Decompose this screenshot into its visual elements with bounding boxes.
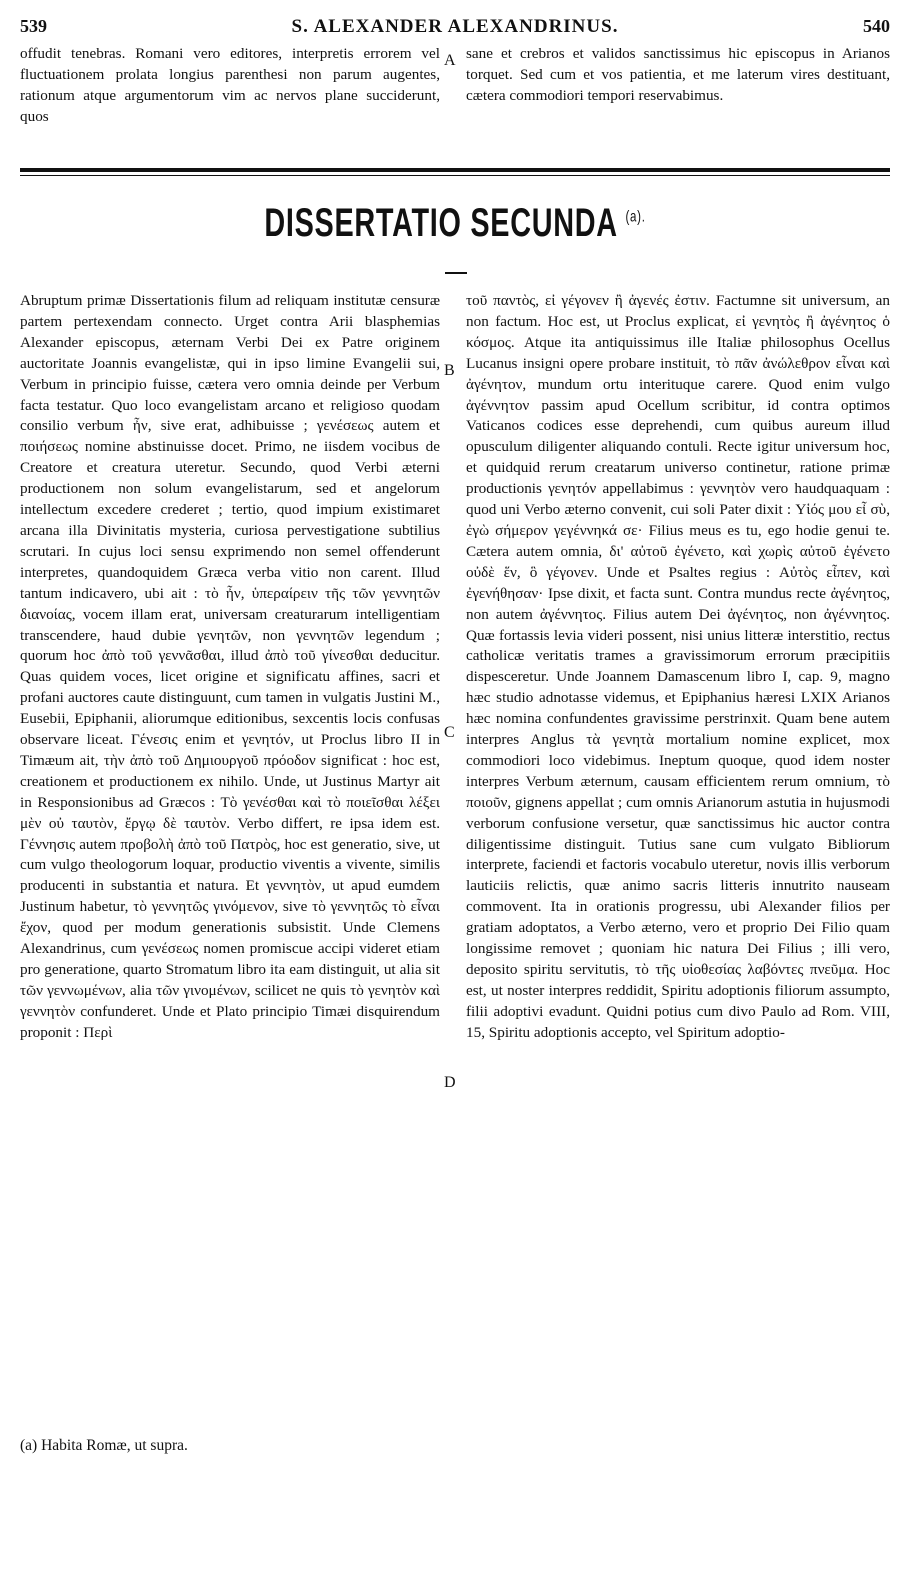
top-left-text: offudit tenebras. Romani vero editores, interpretis errorem vel fluctuationem prolata longius parenthesi non parum augentes, rationum atque argumentorum vim ac nervos plane succiderunt, quos [20,45,440,125]
title-text: DISSERTATIO SECUNDA [264,201,617,245]
top-right-text: sane et crebros et validos sanctissimus hic episcopus in Arianos torquet. Sed cum et vos patientia, et me laterum vires destituant, cætera commodiori tempori reservabimus. [466,45,890,104]
dissertation-title [127,201,782,246]
margin-letter-d: D [444,1074,456,1091]
left-column [20,291,440,1044]
running-header [20,12,890,42]
margin-letter-b: B [444,362,455,379]
margin-letter-a: A [444,52,456,69]
top-right-column [466,44,890,107]
section-rule-thin [20,175,890,176]
margin-letter-c: C [444,724,455,741]
page-number-left: 539 [20,16,47,36]
right-column [466,291,890,1044]
title-footnote-marker: (a). [625,208,646,226]
right-column-text: τοῦ παντὸς, εἰ γέγονεν ἢ ἀγενές ἐστιν. Factumne sit universum, an non factum. Hoc est, ut Proclus explicat, εἰ γενητὸς ἢ ἀγένητος ὁ κόσμος. Atque ita antiquissimus ille Italiæ philosophus Ocellus Lucanus insigni opere probare instituit, τὸ πᾶν ἀνώλεθρον εἶναι καὶ ἀγένητον, mundum ortu interituque carere. Quod enim vulgo ἀγέννητον passim apud Ocellum scribitur, id contra optimos Vaticanos codices esse deprehendi, cum quibus aureum illud opusculum diligenter aliquando contuli. Recte igitur universum hoc, et quidquid rerum creatarum universo continetur, ratione primæ productionis γενητόν appellabimus : γεννητὸν vero haudquaquam : quod uni Verbo æterno convenit, cui soli Pater dixit : Υἱός μου εἶ σὺ, ἐγὼ σήμερον γεγέννηκά σε· Filius meus es tu, ego hodie genui te. Cætera autem omnia, δι' αὐτοῦ ἐγένετο, καὶ χωρὶς αὐτοῦ ἐγένετο οὐδὲ ἕν, ὃ γέγονεν. Unde et Psaltes regius : Αὐτὸς εἶπεν, καὶ ἐγενήθησαν· Ipse dixit, et facta sunt. Contra mundus recte ἀγένητος, non autem ἀγέννητος. Filius autem Dei ἀγένητος, non ἀγέννητος. Quæ fortassis levia videri possent, nisi unius litteræ interstitio, rectus catholicæ veritatis trames a gravissimorum errorum præcipitiis dispesceretur. Unde Joannem Damascenum libro I, cap. 9, magno hæc studio adnotasse videmus, et Epiphanius hæresi LXIX Arianos hæc nomina confundentes gravissime perstrinxit. Quam bene autem interpres Anglus τὰ γενητὰ mortalium nomine explicet, mox commodiori loco videbimus. Ineptum quoque, quod idem noster interpres Verbum æternum, causam efficientem rerum omnium, τὸ ποιοῦν, gignens appellat ; cum omnis Arianorum astutia in hujusmodi verborum confusione versetur, quæ sanctissimus hic auctor contra diligentissime distinguit. Tutius sane cum vulgato Bibliorum interprete, faciendi et factoris vocabulo uteretur, novis illis verborum lauticiis relictis, quæ animo sacris litteris innutrito nauseam commovent. Ita in orationis progressu, ubi Alexander filios per gratiam adoptatos, a Verbo æterno, vero et proprio Dei Filio quam longissime removet ; quoniam hic natura Dei Filius ; illi vero, deposito spiritu servitutis, τὸ τῆς υἱοθεσίας λαβόντες πνεῦμα. Hoc est, ut noster interpres reddidit, Spiritu adoptionis filiorum assumpto, filii adoptivi evadunt. Quidni potius cum divo Paulo ad Rom. VIII, 15, Spiritu adoptionis accepto, vel Spiritum adoptio- [466,292,890,1041]
top-left-column [20,44,440,128]
running-title: S. ALEXANDER ALEXANDRINUS. [291,16,619,37]
title-dash [445,272,467,274]
section-rule-thick [20,168,890,172]
footnote: (a) Habita Romæ, ut supra. [20,1437,188,1454]
page-number-right: 540 [863,16,890,36]
left-column-text: Abruptum primæ Dissertationis filum ad reliquam institutæ censuræ partem pertexendam connecto. Urget contra Arii blasphemias Alexander episcopus, æternam Verbi Dei ex Patre originem auctoritate Joannis evangelistæ, qui in ipso limine Evangelii sui, Verbum in principio fuisse, cætera vero omnia deinde per Verbum facta testatur. Quo loco evangelistam arcano et religioso quodam consilio verbum ἦν, sive erat, adhibuisse ; γενέσεως autem et ποιήσεως nomine abstinuisse docet. Primo, ne iisdem vocibus de Creatore et creatura uteretur. Secundo, quod Verbi æterni productionem non solum evangelistarum, sed et angelorum intellectum excedere crederet ; tertio, quod impium existimaret arcana illa Divinitatis mysteria, curiosa pervestigatione subtilius scrutari. In cujus loci sensu exprimendo non semel offenderunt interpretes, quandoquidem Græca verba vitio non carent. Illud tantum indicavero, ubi ait : τὸ ἦν, ὑπεραίρειν τῆς τῶν γεννητῶν διανοίας, vocem illam erat, universam creaturarum intelligentiam transcendere, haud dubie γενητῶν, non γεννητῶν legendum ; quorum hoc ἀπὸ τοῦ γεννᾶσθαι, illud ἀπὸ τοῦ γίνεσθαι deducitur. Quas quidem voces, licet origine et significatu affines, sacri et profani auctores caute distinguunt, cum tamen in vulgatis Justini M., Eusebii, Epiphanii, aliorumque editionibus, sexcentis locis confusas observare liceat. Γένεσις enim et γενητόν, ut Proclus libro II in Timæum ait, τὴν ἀπὸ τοῦ Δημιουργοῦ πρόοδον significat : hoc est, creationem et productionem ex nihilo. Unde, ut Justinus Martyr ait in Responsionibus ad Græcos : Τὸ γενέσθαι καὶ τὸ ποιεῖσθαι λέξει μὲν οὐ ταυτὸν, ἔργῳ δὲ ταυτὸν. Verbo differt, re ipsa idem est. Γέννησις autem προβολὴ ἀπὸ τοῦ Πατρὸς, hoc est generatio, sive, ut cum vulgo theologorum loquar, productio viventis a vivente, similis producenti in substantia et natura. Et γεννητὸν, ut apud eumdem Justinum habetur, τὸ γεννητῶς γινόμενον, sive τὸ γεννητῶς τὸ εἶναι ἔχον, quod per modum generationis subsistit. Unde Clemens Alexandrinus, cum γενέσεως nomen promiscue accipi videret etiam pro generatione, quarto Stromatum libro ita eam distinguit, ut alia sit τῶν γεννωμένων, alia τῶν γινομένων, scilicet ne quis τὸ γενητὸν καὶ γεννητὸν confunderet. Unde et Plato principio Timæi disquirendum proponit : Περὶ [20,292,440,1041]
